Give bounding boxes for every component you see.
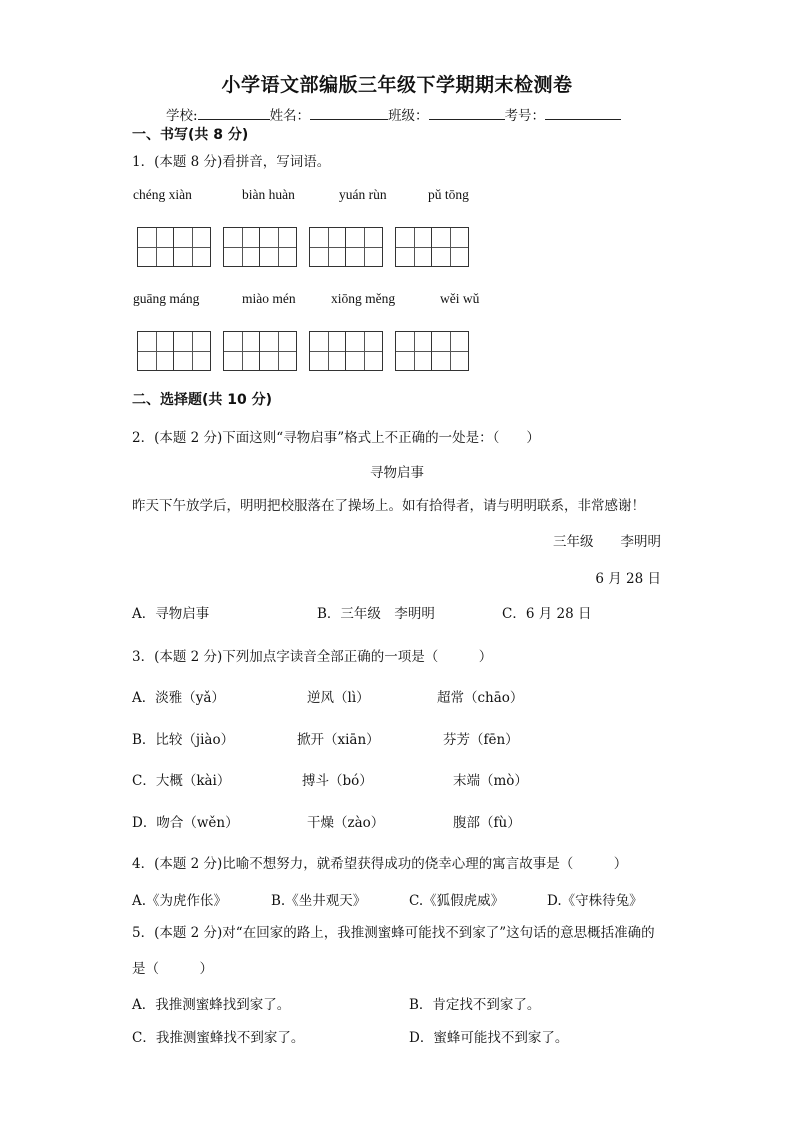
pinyin-label: miào mén: [242, 291, 296, 306]
option-b[interactable]: B．三年级 李明明: [317, 606, 435, 622]
notice-body: 昨天下午放学后，明明把校服落在了操场上。如有拾得者，请与明明联系，非常感谢！: [132, 498, 645, 514]
option-d-item: 干燥（zào）: [307, 815, 385, 831]
class-field[interactable]: [429, 105, 505, 120]
option-d[interactable]: D．蜜蜂可能找不到家了。: [409, 1030, 569, 1046]
option-a[interactable]: A．我推测蜜蜂找到家了。: [132, 997, 291, 1013]
option-d-item: 腹部（fù）: [453, 815, 521, 831]
option-c-item: 搏斗（bó）: [302, 773, 373, 789]
option-b-item: 芬芳（fēn）: [443, 732, 519, 748]
question-3-stem: 3．(本题 2 分)下列加点字读音全部正确的一项是（ ）: [132, 649, 493, 665]
writing-grid[interactable]: [309, 227, 383, 267]
question-5-stem: 5．(本题 2 分)对“在回家的路上，我推测蜜蜂可能找不到家了”这句话的意思概括准确的: [132, 925, 655, 941]
option-b-item: 掀开（xiān）: [297, 732, 380, 748]
writing-grid[interactable]: [223, 331, 297, 371]
name-field[interactable]: [310, 105, 388, 120]
option-c[interactable]: C．6 月 28 日: [502, 606, 592, 622]
writing-grid[interactable]: [137, 331, 211, 371]
option-a[interactable]: A.《为虎作伥》: [132, 893, 228, 909]
writing-grid[interactable]: [309, 331, 383, 371]
option-c[interactable]: C．大概（kài）: [132, 773, 231, 789]
writing-grid[interactable]: [137, 227, 211, 267]
question-5-stem-cont: 是（ ）: [132, 961, 213, 977]
option-c[interactable]: C．我推测蜜蜂找不到家了。: [132, 1030, 305, 1046]
pinyin-label: wěi wǔ: [440, 291, 480, 306]
pinyin-label: yuán rùn: [339, 187, 387, 202]
pinyin-label: pǔ tōng: [428, 187, 469, 202]
page-title: 小学语文部编版三年级下学期期末检测卷: [221, 74, 573, 96]
pinyin-label: xiōng měng: [331, 291, 396, 306]
class-label: 班级：: [388, 108, 429, 124]
option-a[interactable]: A．寻物启事: [132, 606, 210, 622]
option-a-item: 逆风（lì）: [307, 690, 370, 706]
name-label: 姓名：: [269, 108, 311, 124]
notice-date: 6 月 28 日: [595, 571, 661, 587]
section-heading-choice: 二、选择题(共 10 分): [132, 392, 273, 408]
pinyin-label: biàn huàn: [242, 187, 295, 202]
section-heading-writing: 一、书写(共 8 分): [132, 127, 249, 143]
option-a-item: 超常（chāo）: [437, 690, 524, 706]
option-b[interactable]: B．比较（jiào）: [132, 732, 235, 748]
writing-grid[interactable]: [223, 227, 297, 267]
question-2-stem: 2．(本题 2 分)下面这则“寻物启事”格式上不正确的一处是：（ ）: [132, 430, 540, 446]
student-info-line: [166, 104, 621, 124]
pinyin-label: chéng xiàn: [133, 187, 192, 202]
question-4-stem: 4．(本题 2 分)比喻不想努力，就希望获得成功的侥幸心理的寓言故事是（ ）: [132, 856, 628, 872]
pinyin-label: guāng máng: [133, 291, 200, 306]
option-b[interactable]: B．肯定找不到家了。: [409, 997, 541, 1013]
option-d[interactable]: D.《守株待兔》: [547, 893, 643, 909]
exam-no-field[interactable]: [545, 105, 621, 120]
option-a[interactable]: A．淡雅（yǎ）: [132, 690, 225, 706]
school-field[interactable]: [198, 105, 270, 120]
question-1-stem: 1．(本题 8 分)看拼音，写词语。: [132, 154, 331, 170]
option-c[interactable]: C.《狐假虎威》: [409, 893, 505, 909]
writing-grid[interactable]: [395, 227, 469, 267]
option-b[interactable]: B.《坐井观天》: [271, 893, 367, 909]
writing-grid[interactable]: [395, 331, 469, 371]
notice-signature: 三年级 李明明: [553, 534, 661, 550]
exam-no-label: 考号：: [504, 108, 546, 124]
option-c-item: 末端（mò）: [453, 773, 528, 789]
school-label: 学校:: [166, 108, 198, 124]
notice-title: 寻物启事: [370, 465, 424, 481]
option-d[interactable]: D．吻合（wěn）: [132, 815, 239, 831]
